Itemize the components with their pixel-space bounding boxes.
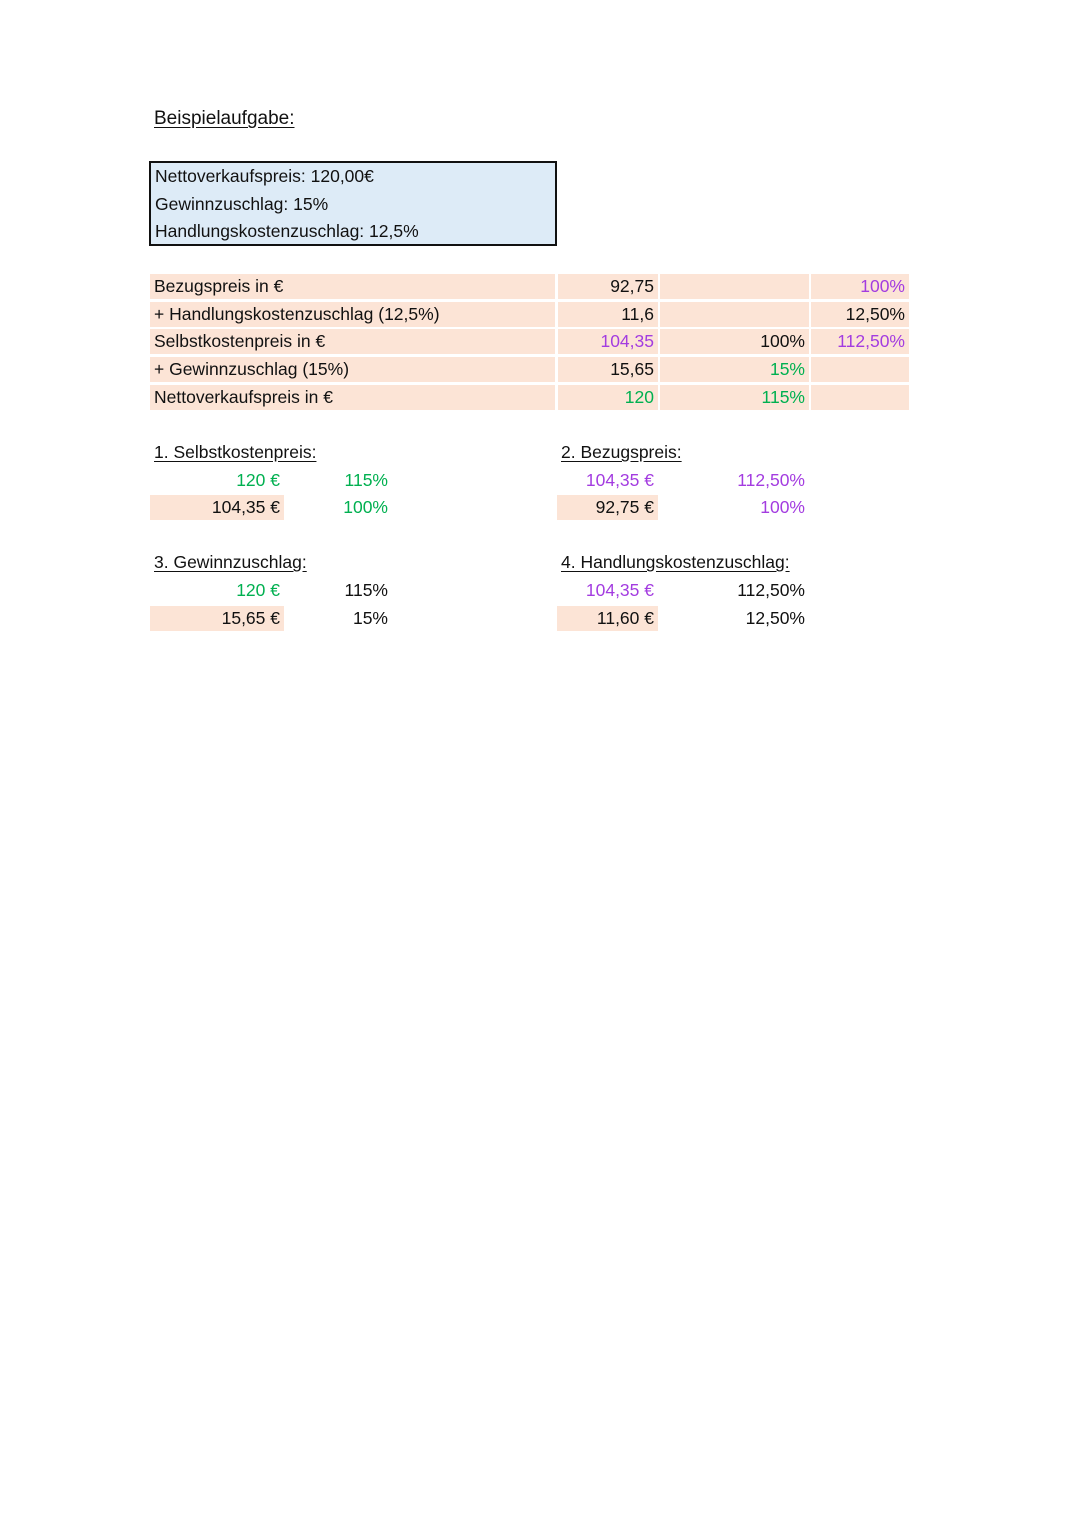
- row-percent-2: 100%: [811, 274, 909, 299]
- block-value-1: 104,35 €: [585, 470, 654, 490]
- block-percent-1: 115%: [344, 580, 388, 600]
- block-heading: 1. Selbstkostenpreis:: [154, 442, 317, 462]
- block-percent-2: 12,50%: [745, 608, 805, 628]
- block-percent-1: 112,50%: [737, 580, 805, 600]
- block-value-1: 120 €: [236, 470, 280, 490]
- block-result-value: 92,75 €: [557, 495, 658, 520]
- row-label: + Gewinnzuschlag (15%): [150, 357, 555, 382]
- block-percent-1: 112,50%: [737, 470, 805, 490]
- row-label: Nettoverkaufspreis in €: [150, 385, 555, 410]
- block-result-value: 104,35 €: [150, 495, 284, 520]
- block-percent-1: 115%: [344, 470, 388, 490]
- row-percent-2: [811, 385, 909, 410]
- block-heading: 2. Bezugspreis:: [561, 442, 682, 462]
- given-net-price: Nettoverkaufspreis: 120,00€: [155, 166, 374, 186]
- row-value: 92,75: [558, 274, 658, 299]
- block-value-1: 104,35 €: [585, 580, 654, 600]
- row-percent-1: [660, 274, 809, 299]
- block-heading: 3. Gewinnzuschlag:: [154, 552, 307, 572]
- row-value: 104,35: [558, 329, 658, 354]
- row-label: + Handlungskostenzuschlag (12,5%): [150, 302, 555, 327]
- block-percent-2: 100%: [760, 497, 805, 517]
- row-percent-1: [660, 302, 809, 327]
- given-handling-cost-markup: Handlungskostenzuschlag: 12,5%: [155, 221, 419, 241]
- row-label: Bezugspreis in €: [150, 274, 555, 299]
- row-value: 11,6: [558, 302, 658, 327]
- block-result-value: 11,60 €: [557, 606, 658, 631]
- page-title: Beispielaufgabe:: [154, 108, 295, 129]
- row-percent-2: 112,50%: [811, 329, 909, 354]
- given-values-box: [149, 161, 557, 246]
- block-percent-2: 15%: [352, 608, 388, 628]
- given-profit-markup: Gewinnzuschlag: 15%: [155, 194, 329, 214]
- block-percent-2: 100%: [343, 497, 388, 517]
- row-percent-1: 100%: [660, 329, 809, 354]
- row-percent-2: 12,50%: [811, 302, 909, 327]
- block-result-value: 15,65 €: [150, 606, 284, 631]
- row-percent-2: [811, 357, 909, 382]
- row-value: 120: [558, 385, 658, 410]
- row-value: 15,65: [558, 357, 658, 382]
- row-percent-1: 15%: [660, 357, 809, 382]
- row-label: Selbstkostenpreis in €: [150, 329, 555, 354]
- block-heading: 4. Handlungskostenzuschlag:: [561, 552, 790, 572]
- block-value-1: 120 €: [236, 580, 280, 600]
- row-percent-1: 115%: [660, 385, 809, 410]
